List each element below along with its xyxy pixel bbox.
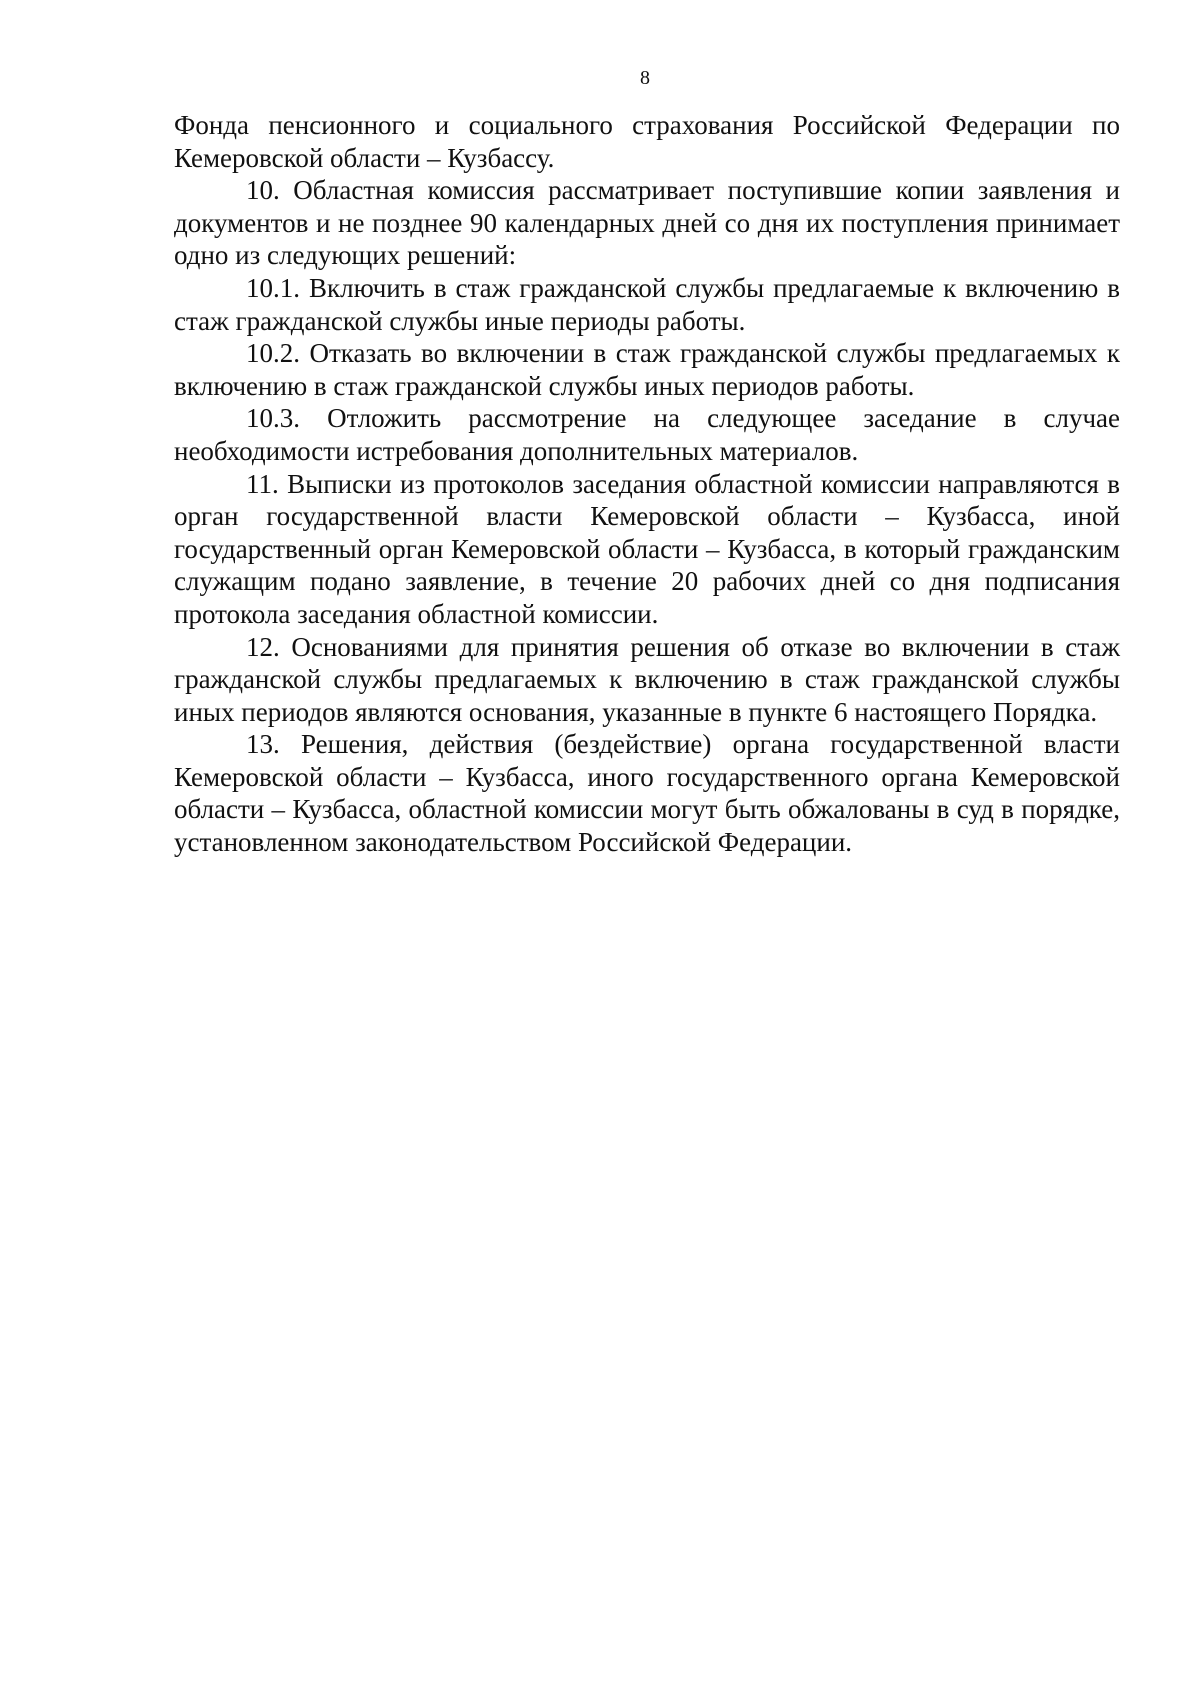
paragraph-item-11: 11. Выписки из протоколов заседания областной комиссии направляются в орган государственной власти Кемеровской области – Кузбасса, иной государственный орган Кемеровской области – Кузбасса, в который гражданским служащим подано заявление, в течение 20 рабочих дней со дня подписания протокола заседания областной комиссии.	[174, 468, 1120, 629]
paragraph-item-10-3: 10.3. Отложить рассмотрение на следующее заседание в случае необходимости истребования дополнительных материалов.	[174, 403, 1120, 466]
document-body	[174, 109, 1120, 859]
paragraph-continuation: Фонда пенсионного и социального страхования Российской Федерации по Кемеровской области – Кузбассу.	[174, 110, 1120, 173]
paragraph-item-10-2: 10.2. Отказать во включении в стаж гражданской службы предлагаемых к включению в стаж гражданской службы иных периодов работы.	[174, 338, 1120, 401]
paragraph-item-12: 12. Основаниями для принятия решения об отказе во включении в стаж гражданской службы предлагаемых к включению в стаж гражданской службы иных периодов являются основания, указанные в пункте 6 настоящего Порядка.	[174, 631, 1120, 727]
paragraph-item-10-1: 10.1. Включить в стаж гражданской службы предлагаемые к включению в стаж гражданской службы иные периоды работы.	[174, 272, 1120, 336]
paragraph-item-10: 10. Областная комиссия рассматривает поступившие копии заявления и документов и не позднее 90 календарных дней со дня их поступления принимает одно из следующих решений:	[174, 175, 1120, 271]
paragraph-item-13: 13. Решения, действия (бездействие) органа государственной власти Кемеровской области – Кузбасса, иного государственного органа Кемеровской области – Кузбасса, областной комиссии могут быть обжалованы в суд в порядке, установленном законодательством Российской Федерации.	[174, 729, 1120, 858]
page-number: 8	[640, 67, 650, 89]
